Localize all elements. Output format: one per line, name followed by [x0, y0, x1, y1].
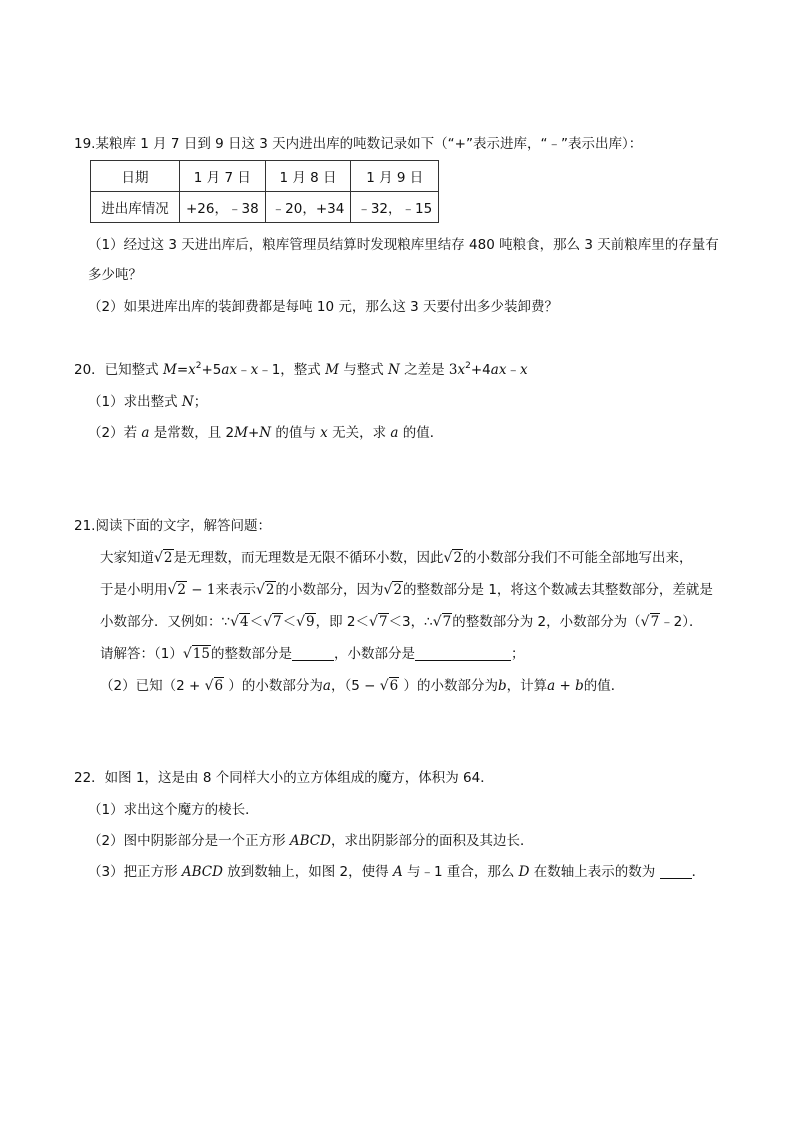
q21-title: 21.阅读下面的文字，解答问题：	[74, 518, 271, 534]
text: ﹣1，整式	[258, 362, 326, 378]
radicand: 7	[650, 614, 660, 630]
var-x: x	[229, 362, 238, 378]
sqrt-2: √2	[383, 582, 403, 598]
text: 请解答：（1）	[100, 646, 183, 662]
q22-title: 22．如图 1，这是由 8 个同样大小的立方体组成的魔方，体积为 64．	[74, 770, 494, 786]
q19-part1-line1: （1）经过这 3 天进出库后，粮库管理员结算时发现粮库里结存 480 吨粮食，那么 3 天前粮库里的存量有	[88, 237, 719, 253]
var-n: N	[181, 394, 194, 410]
text: ＜	[282, 614, 297, 630]
text: 大家知道	[100, 550, 154, 566]
radicand: 4	[240, 614, 249, 630]
q20-part2	[88, 423, 443, 443]
text: +	[555, 678, 576, 694]
text: 的值与	[271, 425, 321, 441]
text: 的整数部分是 1，将这个数减去其整数部分，差就是	[403, 582, 713, 598]
text: 是常数，且 2	[149, 425, 235, 441]
text: 小数部分．又例如：∵	[100, 614, 231, 630]
radicand: 2	[163, 550, 173, 566]
text: 之差是	[399, 362, 449, 378]
point-a: A	[392, 864, 403, 880]
var-a: a	[490, 362, 499, 378]
q19-part1-line2: 多少吨？	[88, 267, 142, 283]
text: ＜	[249, 614, 264, 630]
text: ；	[510, 646, 525, 662]
text: +4	[470, 362, 491, 378]
text: 的值．	[583, 678, 625, 694]
q19-part2: （2）如果进库出库的装卸费都是每吨 10 元，那么这 3 天要付出多少装卸费？	[88, 299, 559, 315]
var-x: x	[188, 362, 196, 378]
radicand: 9	[306, 614, 315, 630]
radicand: 2	[265, 582, 275, 598]
sqrt-2: √2	[167, 582, 187, 598]
text: 20．已知整式	[74, 362, 163, 378]
text: 是无理数，而无理数是无限不循环小数，因此	[173, 550, 444, 566]
sqrt-2: √2	[443, 550, 463, 566]
radicand: 7	[273, 614, 282, 630]
q20-title	[74, 360, 528, 380]
text: （2）图中阴影部分是一个正方形	[88, 833, 290, 849]
q21-line2	[100, 580, 713, 600]
text: 的整数部分是	[210, 646, 292, 662]
text: − 1	[187, 582, 216, 598]
text: 于是小明用	[100, 582, 168, 598]
table-header-cell: 日期	[91, 161, 180, 192]
var-x: x	[498, 362, 507, 378]
table-row	[91, 192, 439, 223]
q19-title: 19.某粮库 1 月 7 日到 9 日这 3 天内进出库的吨数记录如下（“+”表示进库，“﹣”表示出库）：	[74, 136, 643, 152]
table-cell: ﹣20，+34	[265, 192, 351, 223]
text: ．	[691, 864, 706, 880]
text: 的小数部分我们不可能全部地写出来，	[463, 550, 693, 566]
radicand: 2	[393, 582, 403, 598]
square-name: ABCD	[181, 864, 223, 880]
table-header-cell: 1 月 9 日	[351, 161, 439, 192]
text: 的值．	[398, 425, 444, 441]
sqrt-15: √15	[182, 646, 210, 662]
sqrt-9: √9	[296, 614, 315, 630]
var-x: x	[250, 362, 259, 378]
text: ，小数部分是	[333, 646, 415, 662]
text: ，（5 −	[330, 678, 380, 694]
table-row	[91, 161, 439, 192]
var-a: a	[221, 362, 230, 378]
sqrt-7: √7	[432, 614, 452, 630]
text: （2）已知（2 +	[100, 678, 205, 694]
var-a: a	[390, 425, 399, 441]
text: ，即 2＜	[315, 614, 370, 630]
var-n: N	[259, 425, 272, 441]
var-m: M	[234, 425, 248, 441]
q21-line4	[100, 644, 524, 664]
text: 无关，求	[327, 425, 391, 441]
radicand: 6	[389, 678, 399, 694]
text: 的整数部分为 2，小数部分为（	[452, 614, 641, 630]
q22-part1: （1）求出这个魔方的棱长．	[88, 802, 259, 818]
var-a: a	[141, 425, 150, 441]
table-row-label: 进出库情况	[91, 192, 180, 223]
table-header-cell: 1 月 7 日	[180, 161, 266, 192]
sqrt-2: √2	[154, 550, 173, 566]
sqrt-2: √2	[256, 582, 275, 598]
point-d: D	[518, 864, 530, 880]
sqrt-6: √6	[204, 678, 224, 694]
var-x: x	[320, 425, 328, 441]
var-a: a	[322, 678, 331, 694]
table-cell: ﹣32，﹣15	[351, 192, 439, 223]
text: （2）若	[88, 425, 142, 441]
var-m: M	[162, 362, 177, 378]
text: 与整式	[338, 362, 389, 378]
text: =	[176, 362, 189, 378]
text: 的小数部分，因为	[275, 582, 384, 598]
var-b: b	[498, 678, 507, 694]
radicand: 7	[442, 614, 452, 630]
text: 与﹣1 重合，那么	[402, 864, 519, 880]
radicand: 2	[453, 550, 463, 566]
q21-line5	[100, 676, 624, 696]
text: ﹣	[506, 362, 520, 378]
sqrt-7: √7	[369, 614, 388, 630]
var-m: M	[325, 362, 339, 378]
table-cell: +26，﹣38	[180, 192, 266, 223]
answer-blank[interactable]	[292, 646, 334, 661]
text: 来表示	[215, 582, 256, 598]
text: ）的小数部分为	[399, 678, 498, 694]
text: ＜3，∴	[388, 614, 433, 630]
text: +	[247, 425, 260, 441]
text: 放到数轴上，如图 2，使得	[222, 864, 393, 880]
radicand: 7	[378, 614, 388, 630]
radicand: 6	[214, 678, 224, 694]
square-name: ABCD	[289, 833, 331, 849]
text: ，求出阴影部分的面积及其边长．	[330, 833, 534, 849]
text: ，计算	[506, 678, 548, 694]
sqrt-7: √7	[263, 614, 282, 630]
sqrt-6: √6	[379, 678, 399, 694]
radicand: 15	[192, 646, 210, 662]
text: +5	[201, 362, 222, 378]
exponent: 2	[195, 361, 202, 371]
q20-part1	[88, 392, 207, 412]
var-a: a	[547, 678, 556, 694]
exponent: 2	[465, 361, 471, 371]
q22-part3	[88, 862, 705, 882]
var-x: x	[519, 362, 528, 378]
table-header-cell: 1 月 8 日	[265, 161, 351, 192]
q21-line3	[100, 612, 703, 632]
text: ）的小数部分为	[224, 678, 323, 694]
var-x: x	[457, 362, 466, 378]
var-n: N	[388, 362, 400, 378]
answer-blank[interactable]	[660, 864, 692, 879]
sqrt-4: √4	[230, 614, 249, 630]
text: （1）求出整式	[88, 394, 182, 410]
q22-part2	[88, 831, 533, 851]
text: 在数轴上表示的数为	[529, 864, 660, 880]
q19-record-table	[90, 160, 439, 223]
var-b: b	[575, 678, 584, 694]
q21-line1	[100, 548, 693, 568]
text: （3）把正方形	[88, 864, 182, 880]
text: ﹣	[237, 362, 251, 378]
radicand: 2	[177, 582, 187, 598]
sqrt-7: √7	[640, 614, 660, 630]
text: ；	[193, 394, 208, 410]
answer-blank[interactable]	[415, 646, 511, 661]
text: ﹣2）．	[660, 614, 703, 630]
coefficient: 3	[448, 362, 458, 378]
